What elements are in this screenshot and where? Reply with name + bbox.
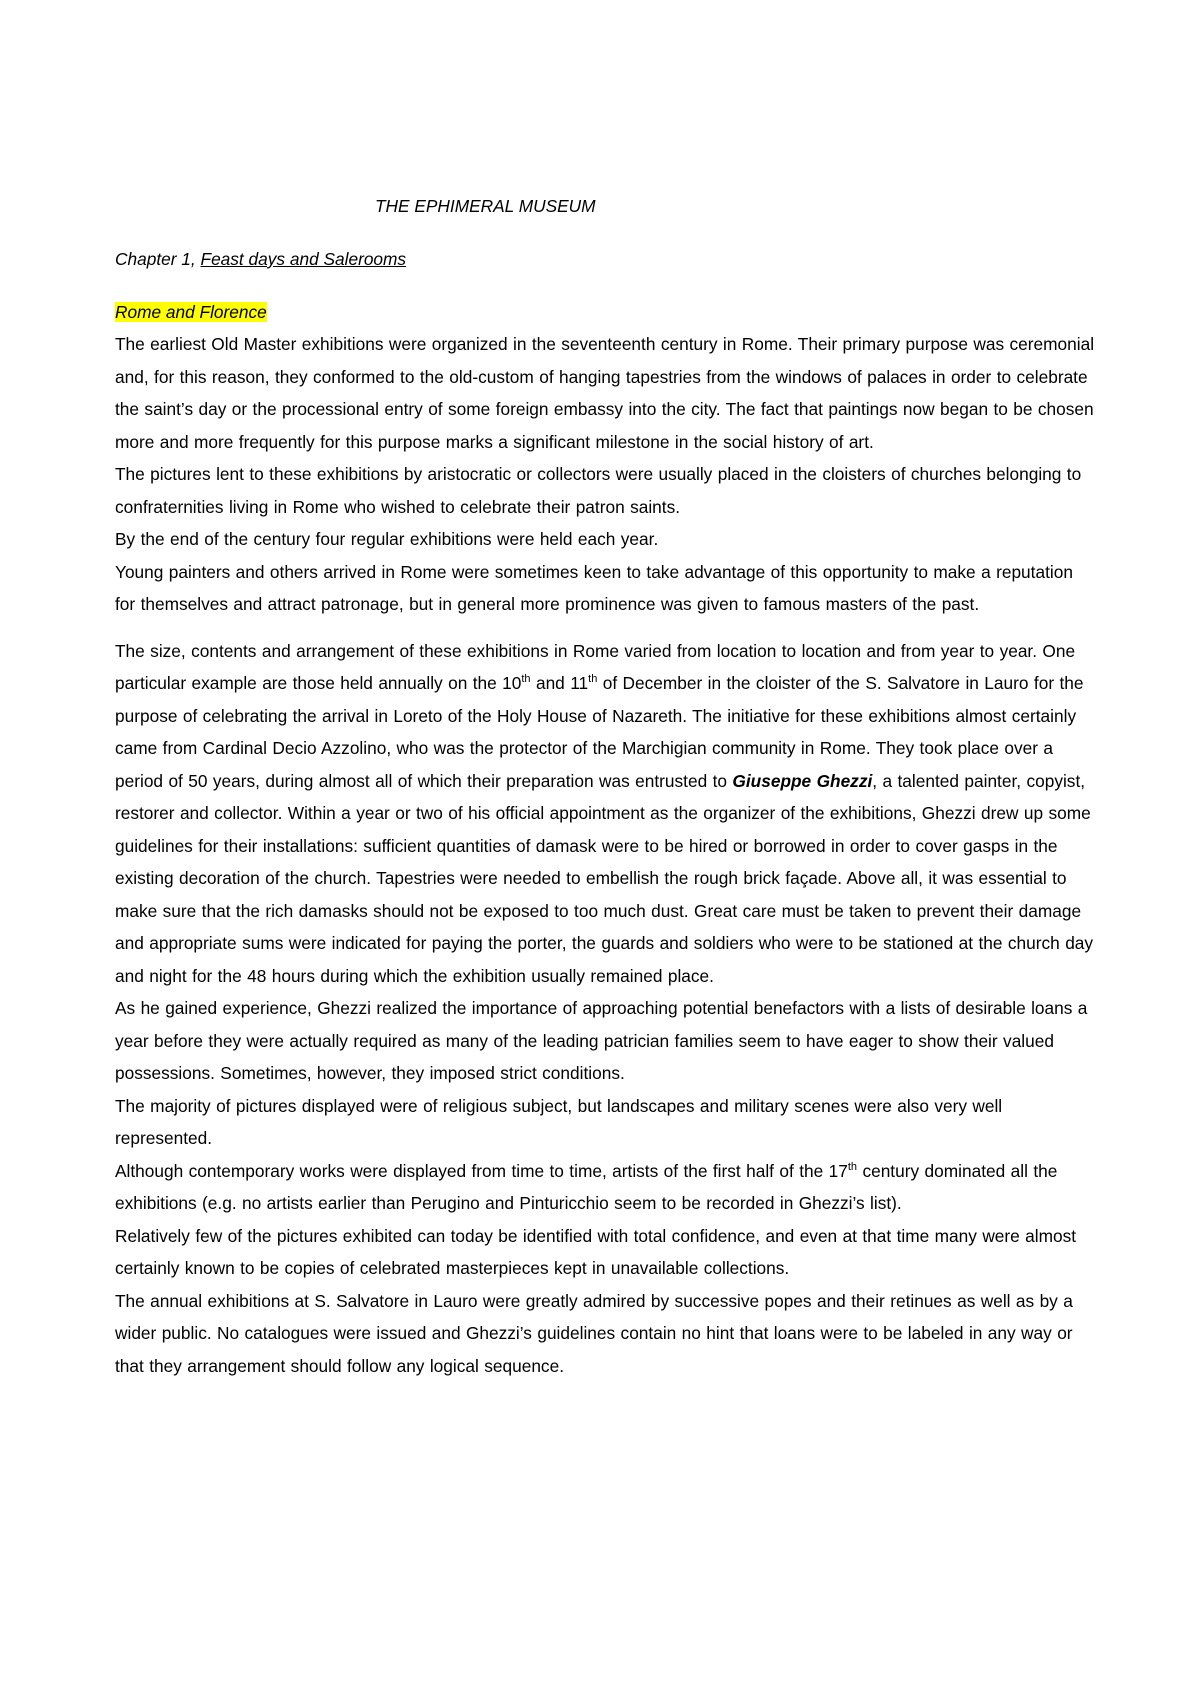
superscript-th: th [588, 673, 598, 685]
paragraph-3: By the end of the century four regular exhibitions were held each year. [115, 529, 659, 549]
paragraph-6: As he gained experience, Ghezzi realized the importance of approaching potential benefactors with a lists of desirable loans a year before they were actually required as many of the leading patrician families seem to have eager to show their valued possessions. Sometimes, however, they imposed strict conditions. [115, 998, 1088, 1083]
section-heading-highlight: Rome and Florence [115, 302, 267, 322]
superscript-th: th [847, 1160, 858, 1173]
paragraph-2: The pictures lent to these exhibitions by aristocratic or collectors were usually placed in the cloisters of churches belonging to confraternities living in Rome who wished to celebrate their patron saints. [115, 464, 1082, 517]
document-page [115, 190, 1095, 1382]
paragraph-1: The earliest Old Master exhibitions were organized in the seventeenth century in Rome. Their primary purpose was ceremonial and, for this reason, they conformed to the old-custom of hanging tapestries from the windows of palaces in order to celebrate the saint’s day or the processional entry of some foreign embassy into the city. The fact that paintings now began to be chosen more and more frequently for this purpose marks a significant milestone in the social history of art. [115, 334, 1095, 452]
paragraph-8-part-b: century dominated all the exhibitions (e.g. no artists earlier than Perugino and Pinturicchio seem to be recorded in Ghezzi’s list). [115, 1160, 1058, 1213]
chapter-heading [115, 243, 1095, 275]
person-name-emphasis: Giuseppe Ghezzi [732, 770, 873, 791]
paragraph-5-part-b: and 11 [530, 673, 589, 693]
paragraph-8 [115, 1155, 1095, 1220]
section-heading [115, 296, 1095, 328]
chapter-subtitle: Feast days and Salerooms [200, 249, 407, 269]
paragraph-7: The majority of pictures displayed were of religious subject, but landscapes and military scenes were also very well represented. [115, 1095, 1003, 1148]
paragraph-9: Relatively few of the pictures exhibited can today be identified with total confidence, and even at that time many were almost certainly known to be copies of celebrated masterpieces kept in unavailable collections. [115, 1225, 1077, 1278]
paragraph-5-part-a: The size, contents and arrangement of these exhibitions in Rome varied from location to location and from year to year. One particular example are those held annually on the 10 [115, 640, 1076, 693]
chapter-label: Chapter 1, [115, 249, 196, 269]
paragraph-4: Young painters and others arrived in Rome were sometimes keen to take advantage of this opportunity to make a reputation for themselves and attract patronage, but in general more prominence was given to famous masters of the past. [115, 561, 1073, 614]
document-title: THE EPHIMERAL MUSEUM [375, 196, 596, 216]
paragraph-10: The annual exhibitions at S. Salvatore in Lauro were greatly admired by successive popes and their retinues as well as by a wider public. No catalogues were issued and Ghezzi’s guidelines contain no hint that loans were to be labeled in any way or that they arrangement should follow any logical sequence. [115, 1290, 1073, 1376]
superscript-th: th [521, 673, 531, 685]
paragraph-8-part-a: Although contemporary works were displayed from time to time, artists of the first half of the 17 [115, 1160, 848, 1181]
paragraph-5-part-c: of December in the cloister of the S. Salvatore in Lauro for the purpose of celebrating the arrival in Loreto of the Holy House of Nazareth. The initiative for these exhibitions almost certainly came from Cardinal Decio Azzolino, who was the protector of the Marchigian community in Rome. They took place over a period of 50 years, during almost all of which their preparation was entrusted to [115, 673, 1084, 791]
paragraph-5-part-d: , a talented painter, copyist, restorer and collector. Within a year or two of his official appointment as the organizer of the exhibitions, Ghezzi drew up some guidelines for their installations: sufficient quantities of damask were to be hired or borrowed in order to cover gasps in the existing decoration of the church. Tapestries were needed to embellish the rough brick façade. Above all, it was essential to make sure that the rich damasks should not be exposed to too much dust. Great care must be taken to prevent their damage and appropriate sums were indicated for paying the porter, the guards and soldiers who were to be stationed at the church day and night for the 48 hours during which the exhibition usually remained place. [115, 770, 1094, 986]
paragraph-5 [115, 635, 1095, 993]
